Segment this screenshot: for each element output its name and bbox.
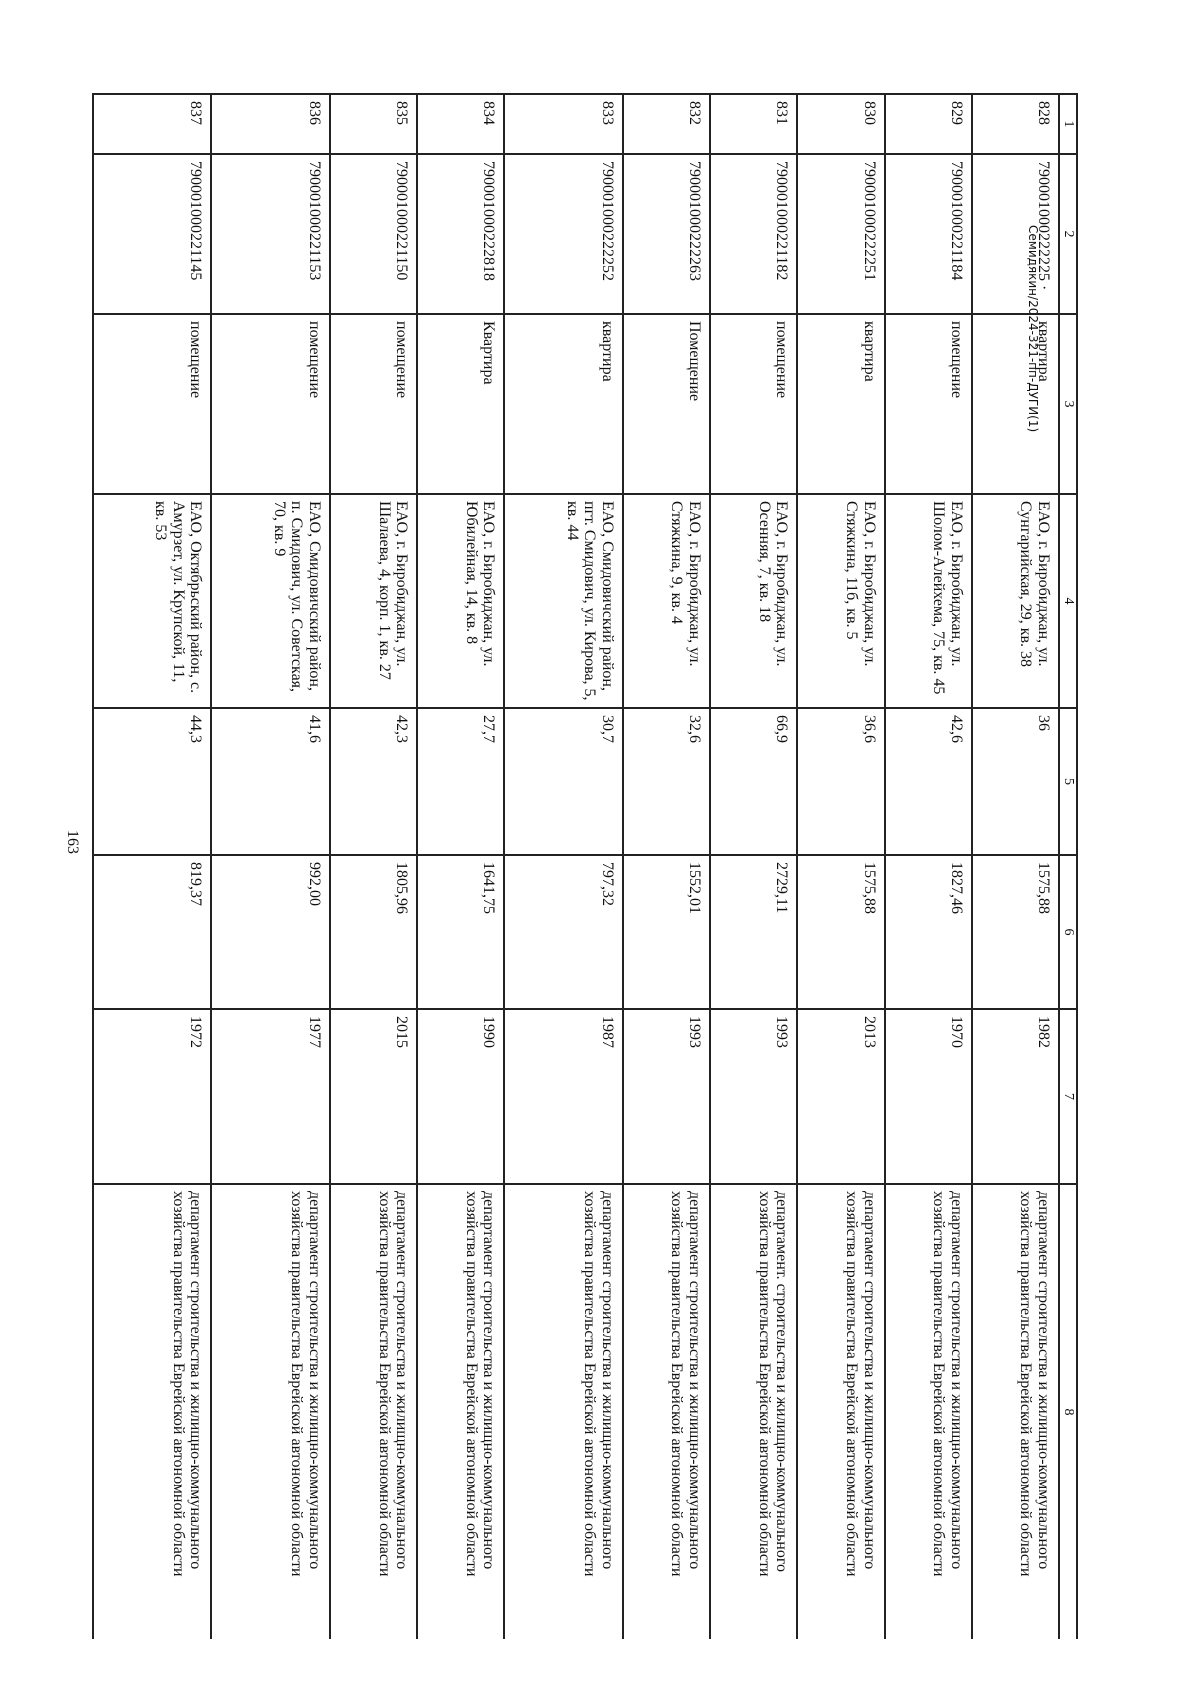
row-number: 829: [885, 94, 972, 154]
object-type: помещение: [330, 314, 417, 494]
object-area: 66,9: [710, 708, 797, 855]
row-number: 834: [417, 94, 504, 154]
page-number: 163: [64, 830, 81, 854]
header-row: [1059, 94, 1077, 1639]
object-type: помещение: [211, 314, 329, 494]
object-value: 1641,75: [417, 855, 504, 1009]
build-year: 1993: [710, 1009, 797, 1184]
build-year: 1993: [623, 1009, 710, 1184]
column-header: 1: [1059, 94, 1077, 154]
owner-department: департамент. строительства и жилищно-коммунального хозяйства правительства Еврейской автономной области: [710, 1184, 797, 1639]
object-address: ЕАО, Смидовичский район, п. Смидович, ул. Советская, 70, кв. 9: [211, 494, 329, 708]
object-area: 41,6: [211, 708, 329, 855]
object-value: 1805,96: [330, 855, 417, 1009]
table-row: [417, 94, 504, 1639]
row-number: 832: [623, 94, 710, 154]
table-frame: [92, 93, 1078, 1639]
row-number: 828: [972, 94, 1059, 154]
object-type: квартира: [504, 314, 622, 494]
object-type: Квартира: [417, 314, 504, 494]
owner-department: департамент строительства и жилищно-коммунального хозяйства правительства Еврейской автономной области: [93, 1184, 211, 1639]
build-year: 2013: [797, 1009, 884, 1184]
table-row: [211, 94, 329, 1639]
property-table: [92, 93, 1078, 1639]
object-area: 30,7: [504, 708, 622, 855]
object-area: 36: [972, 708, 1059, 855]
cadastral-number: 790001000222252: [504, 154, 622, 314]
object-value: 992,00: [211, 855, 329, 1009]
object-area: 32,6: [623, 708, 710, 855]
cadastral-number: 790001000221184: [885, 154, 972, 314]
object-area: 44,3: [93, 708, 211, 855]
cadastral-number: 790001000221153: [211, 154, 329, 314]
row-number: 835: [330, 94, 417, 154]
object-value: 1575,88: [797, 855, 884, 1009]
object-address: ЕАО, г. Биробиджан, ул. Шолом-Алейхема, 75, кв. 45: [885, 494, 972, 708]
owner-department: департамент строительства и жилищно-коммунального хозяйства правительства Еврейской автономной области: [417, 1184, 504, 1639]
object-type: помещение: [885, 314, 972, 494]
row-number: 830: [797, 94, 884, 154]
build-year: 1987: [504, 1009, 622, 1184]
build-year: 1970: [885, 1009, 972, 1184]
object-value: 819,37: [93, 855, 211, 1009]
table-row: [710, 94, 797, 1639]
object-address: ЕАО, г. Биробиджан, ул. Стяжкина, 11б, кв. 5: [797, 494, 884, 708]
row-number: 836: [211, 94, 329, 154]
owner-department: департамент строительства и жилищно-коммунального хозяйства правительства Еврейской автономной области: [885, 1184, 972, 1639]
object-type: квартира: [797, 314, 884, 494]
column-header: 4: [1059, 494, 1077, 708]
object-area: 36,6: [797, 708, 884, 855]
rotated-table-wrapper: [92, 93, 1078, 1639]
build-year: 1982: [972, 1009, 1059, 1184]
build-year: 1990: [417, 1009, 504, 1184]
object-value: 1575,88: [972, 855, 1059, 1009]
column-header: 7: [1059, 1009, 1077, 1184]
owner-department: департамент строительства и жилищно-коммунального хозяйства правительства Еврейской автономной области: [330, 1184, 417, 1639]
table-row: [623, 94, 710, 1639]
column-header: 6: [1059, 855, 1077, 1009]
build-year: 1977: [211, 1009, 329, 1184]
object-value: 1827,46: [885, 855, 972, 1009]
cadastral-number: 790001000222263: [623, 154, 710, 314]
table-row: [885, 94, 972, 1639]
column-header: 5: [1059, 708, 1077, 855]
cadastral-number: 790001000222225 ·: [972, 154, 1059, 314]
object-address: ЕАО, Смидовичский район, пгт. Смидович, ул. Кирова, 5, кв. 44: [504, 494, 622, 708]
owner-department: департамент строительства и жилищно-коммунального хозяйства правительства Еврейской автономной области: [504, 1184, 622, 1639]
table-row: [330, 94, 417, 1639]
object-value: 2729,11: [710, 855, 797, 1009]
object-type: квартира: [972, 314, 1059, 494]
object-address: ЕАО, Октябрьский район, с. Амурзет, ул. Крупской, 11, кв. 53: [93, 494, 211, 708]
object-address: ЕАО, г. Биробиджан, ул. Осенняя, 7, кв. 18: [710, 494, 797, 708]
row-number: 837: [93, 94, 211, 154]
object-value: 797,32: [504, 855, 622, 1009]
build-year: 2015: [330, 1009, 417, 1184]
object-address: ЕАО, г. Биробиджан, ул. Сунгарийская, 29, кв. 38: [972, 494, 1059, 708]
cadastral-number: 790001000221182: [710, 154, 797, 314]
column-header: 3: [1059, 314, 1077, 494]
owner-department: департамент строительства и жилищно-коммунального хозяйства правительства Еврейской автономной области: [211, 1184, 329, 1639]
cadastral-number: 790001000222251: [797, 154, 884, 314]
object-type: помещение: [93, 314, 211, 494]
owner-department: департамент строительства и жилищно-коммунального хозяйства правительства Еврейской автономной области: [797, 1184, 884, 1639]
cadastral-number: 790001000221150: [330, 154, 417, 314]
column-header: 8: [1059, 1184, 1077, 1639]
object-address: ЕАО, г. Биробиджан, ул. Стяжкина, 9, кв. 4: [623, 494, 710, 708]
cadastral-number: 790001000222818: [417, 154, 504, 314]
column-header: 2: [1059, 154, 1077, 314]
object-type: Помещение: [623, 314, 710, 494]
object-type: помещение: [710, 314, 797, 494]
object-address: ЕАО, г. Биробиджан, ул. Шалаева, 4, корп. 1, кв. 27: [330, 494, 417, 708]
object-address: ЕАО, г. Биробиджан, ул. Юбилейная, 14, кв. 8: [417, 494, 504, 708]
object-area: 42,6: [885, 708, 972, 855]
row-number: 833: [504, 94, 622, 154]
object-value: 1552,01: [623, 855, 710, 1009]
owner-department: департамент строительства и жилищно-коммунального хозяйства правительства Еврейской автономной области: [972, 1184, 1059, 1639]
row-number: 831: [710, 94, 797, 154]
table-row: [972, 94, 1059, 1639]
table-row: [504, 94, 622, 1639]
table-row: [93, 94, 211, 1639]
owner-department: департамент строительства и жилищно-коммунального хозяйства правительства Еврейской автономной области: [623, 1184, 710, 1639]
cadastral-number: 790001000221145: [93, 154, 211, 314]
object-area: 42,3: [330, 708, 417, 855]
object-area: 27,7: [417, 708, 504, 855]
table-row: [797, 94, 884, 1639]
build-year: 1972: [93, 1009, 211, 1184]
document-code: Семидякин/2024-321-пп-ДУГИ(1): [1026, 225, 1040, 433]
